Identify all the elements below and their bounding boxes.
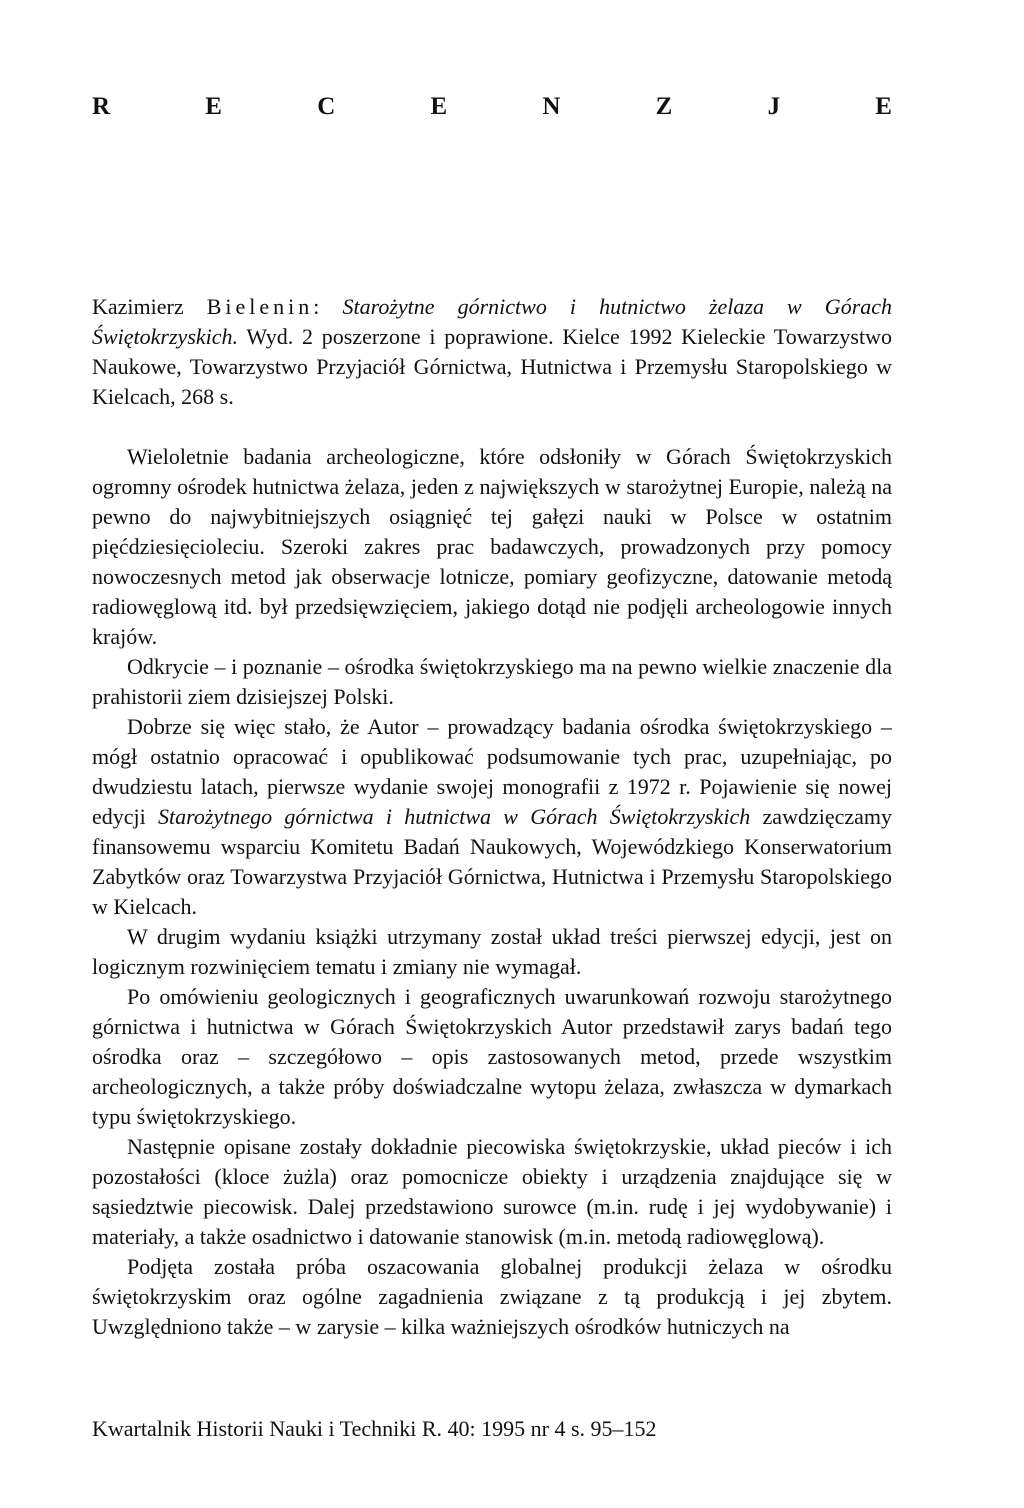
journal-footer: Kwartalnik Historii Nauki i Techniki R. 40: 1995 nr 4 s. 95–152 — [92, 1416, 657, 1441]
header-letter: R — [92, 93, 111, 120]
citation-colon: : — [313, 294, 320, 319]
header-letter: N — [542, 93, 561, 120]
paragraph: Po omówieniu geologicznych i geograficznych uwarunkowań rozwoju starożytnego górnictwa i hutnictwa w Górach Świętokrzyskich Autor przedstawił zarys badań tego ośrodka oraz – szczegółowo – opis zastosowanych metod, przede wszystkim archeologicznych, a także próby doświadczalne wytopu żelaza, zwłaszcza w dymarkach typu świętokrzyskiego. — [92, 984, 892, 1129]
paragraph-text: zawdzięczamy finansowemu wsparciu Komitetu Badań Naukowych, Wojewódzkiego Konserwatorium Zabytków oraz Towarzystwa Przyjaciół Górnictwa, Hutnictwa i Przemysłu Staropolskiego w Kielcach. — [92, 804, 893, 919]
italic-title: Starożytnego górnictwa i hutnictwa w Górach Świętokrzyskich — [158, 804, 751, 829]
review-body — [92, 442, 892, 1342]
section-header — [92, 92, 892, 122]
paragraph: W drugim wydaniu książki utrzymany został układ treści pierwszej edycji, jest on logicznym rozwinięciem tematu i zmiany nie wymagał. — [92, 924, 892, 979]
paragraph — [92, 712, 892, 922]
paragraph-text: Dobrze się więc stało, że Autor – prowadzący badania ośrodka świętokrzyskiego – mógł ostatnio opracować i opublikować podsumowanie tych prac, uzupełniając, po dwudziestu latach, pierwsze wydanie swojej monografii z 1972 r. Pojawienie się nowej edycji — [92, 714, 892, 829]
header-letter: E — [205, 93, 222, 120]
header-letter: C — [317, 93, 336, 120]
header-letter: E — [430, 93, 448, 120]
paragraph: Następnie opisane zostały dokładnie piecowiska świętokrzyskie, układ pieców i ich pozostałości (kloce żużla) oraz pomocnicze obiekty i urządzenia znajdujące się w sąsiedztwie piecowisk. Dalej przedstawiono surowce (m.in. rudę i jej wydobywanie) i materiały, a także osadnictwo i datowanie stanowisk (m.in. metodą radiowęglową). — [92, 1134, 892, 1249]
publication-details: Wyd. 2 poszerzone i poprawione. Kielce 1992 Kieleckie Towarzystwo Naukowe, Towarzystwo Przyjaciół Górnictwa, Hutnictwa i Przemysłu Staropolskiego w Kielcach, 268 s. — [92, 324, 892, 409]
header-letter: E — [875, 93, 892, 120]
book-title: Starożytne górnictwo i hutnictwo żelaza w Górach Świętokrzyskich. — [92, 294, 893, 349]
header-letter: J — [767, 93, 781, 120]
author-last-name: Bielenin — [206, 294, 314, 319]
paragraph: Wieloletnie badania archeologiczne, które odsłoniły w Górach Świętokrzyskich ogromny ośrodek hutnictwa żelaza, jeden z największych w starożytnej Europie, należą na pewno do najwybitniejszych osiągnięć tej gałęzi nauki w Polsce w ostatnim pięćdziesięcioleciu. Szeroki zakres prac badawczych, prowadzonych przy pomocy nowoczesnych metod jak obserwacje lotnicze, pomiary geofizyczne, datowanie metodą radiowęglową itd. był przedsięwzięciem, jakiego dotąd nie podjęli archeologowie innych krajów. — [92, 444, 892, 649]
header-letter: Z — [655, 93, 673, 120]
book-citation — [92, 292, 892, 412]
paragraph: Odkrycie – i poznanie – ośrodka świętokrzyskiego ma na pewno wielkie znaczenie dla prahistorii ziem dzisiejszej Polski. — [92, 654, 892, 709]
author-first-name: Kazimierz — [92, 294, 184, 319]
paragraph: Podjęta została próba oszacowania globalnej produkcji żelaza w ośrodku świętokrzyskim oraz ogólne zagadnienia związane z tą produkcją i jej zbytem. Uwzględniono także – w zarysie – kilka ważniejszych ośrodków hutniczych na — [92, 1254, 892, 1339]
